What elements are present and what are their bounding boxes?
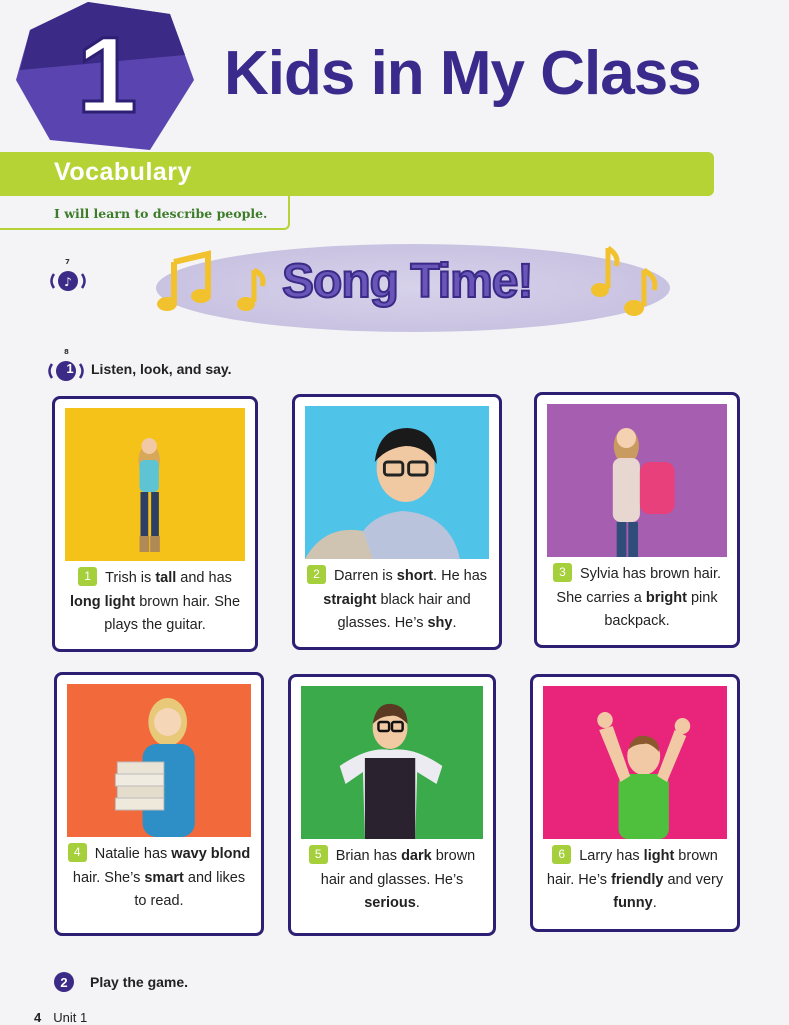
music-note-icon <box>586 244 622 302</box>
caption-text: brown hair and glasses. He’s <box>320 848 476 888</box>
caption-text: and has <box>176 570 232 586</box>
card-caption <box>545 563 729 634</box>
vocab-card-5 <box>288 674 496 936</box>
vocab-word: tall <box>155 570 177 586</box>
vocab-card-3 <box>534 392 740 648</box>
page-footer <box>34 1010 87 1025</box>
caption-text: Trish is <box>105 570 156 586</box>
caption-text: and likes to read. <box>134 869 246 909</box>
audio-track-number: 8 <box>64 348 69 356</box>
section-label: Vocabulary <box>54 158 192 186</box>
caption-text: and very <box>663 871 724 888</box>
card-photo <box>67 684 251 837</box>
caption-text: Larry has <box>579 848 644 864</box>
music-note-icon <box>618 266 666 322</box>
caption-text: hair. She’s <box>72 869 145 886</box>
activity-instruction: Play the game. <box>90 974 189 990</box>
caption-text: pink backpack. <box>604 589 718 629</box>
audio-track-number: 7 <box>65 258 70 266</box>
vocab-word: smart <box>144 869 184 886</box>
child-photo-boy-glasses <box>305 406 489 559</box>
caption-text: . He has <box>433 568 488 584</box>
vocab-word: friendly <box>611 871 664 888</box>
activity-number: 1 <box>66 361 74 376</box>
vocab-word: wavy blond <box>171 846 251 862</box>
unit-number: 1 <box>76 14 138 135</box>
learning-objective: I will learn to describe people. <box>54 206 268 221</box>
page-number: 4 <box>34 1010 42 1025</box>
music-note-icon <box>232 266 268 314</box>
vocab-word: bright <box>645 589 687 606</box>
caption-text: . <box>415 895 420 911</box>
unit-number-badge <box>10 0 196 152</box>
vocab-word: shy <box>427 615 453 631</box>
child-photo-boy-vest <box>301 686 483 839</box>
card-caption <box>65 843 253 914</box>
card-photo <box>543 686 727 839</box>
card-number-badge: 2 <box>307 565 326 584</box>
caption-text: Brian has <box>335 848 402 864</box>
caption-text: Sylvia has brown hair. She carries a <box>556 566 722 606</box>
card-number-badge: 6 <box>552 845 571 864</box>
child-photo-girl-books <box>67 684 251 837</box>
music-notes-icon <box>156 250 218 314</box>
card-number-badge: 1 <box>78 567 97 586</box>
card-photo <box>301 686 483 839</box>
card-caption <box>541 845 729 916</box>
svg-text:♪: ♪ <box>64 275 72 289</box>
vocab-word: straight <box>323 591 377 608</box>
vocab-word: funny <box>613 895 653 911</box>
card-number-badge: 3 <box>553 563 572 582</box>
card-number-badge: 5 <box>309 845 328 864</box>
card-caption <box>299 845 485 916</box>
card-caption <box>303 565 491 636</box>
unit-label: Unit 1 <box>53 1010 88 1025</box>
activity-number: 2 <box>54 972 74 992</box>
vocab-word: serious <box>364 895 416 911</box>
card-photo <box>65 408 245 561</box>
vocab-card-6 <box>530 674 740 932</box>
caption-text: brown hair. He’s <box>546 848 718 888</box>
song-title: Song Time! <box>282 255 533 308</box>
card-photo <box>547 404 727 557</box>
child-photo-girl-guitar <box>65 408 245 561</box>
card-number-badge: 4 <box>68 843 87 862</box>
caption-text: brown hair. She plays the guitar. <box>104 593 241 633</box>
activity-instruction: Listen, look, and say. <box>91 361 232 377</box>
vocab-word: short <box>396 568 434 584</box>
vocab-card-1 <box>52 396 258 652</box>
vocab-word: light <box>643 848 675 864</box>
vocab-card-2 <box>292 394 502 650</box>
child-photo-girl-backpack <box>547 404 727 557</box>
caption-text: black hair and glasses. He’s <box>337 591 471 631</box>
card-caption <box>63 567 247 638</box>
card-photo <box>305 406 489 559</box>
vocab-word: long light <box>69 593 136 610</box>
page-title: Kids in My Class <box>224 39 701 108</box>
caption-text: . <box>652 895 657 911</box>
caption-text: Darren is <box>333 568 397 584</box>
caption-text: . <box>452 615 457 631</box>
vocab-card-4 <box>54 672 264 936</box>
vocab-word: dark <box>401 848 432 864</box>
child-photo-boy-arms-up <box>543 686 727 839</box>
audio-track-icon[interactable] <box>48 266 88 296</box>
caption-text: Natalie has <box>94 846 172 862</box>
